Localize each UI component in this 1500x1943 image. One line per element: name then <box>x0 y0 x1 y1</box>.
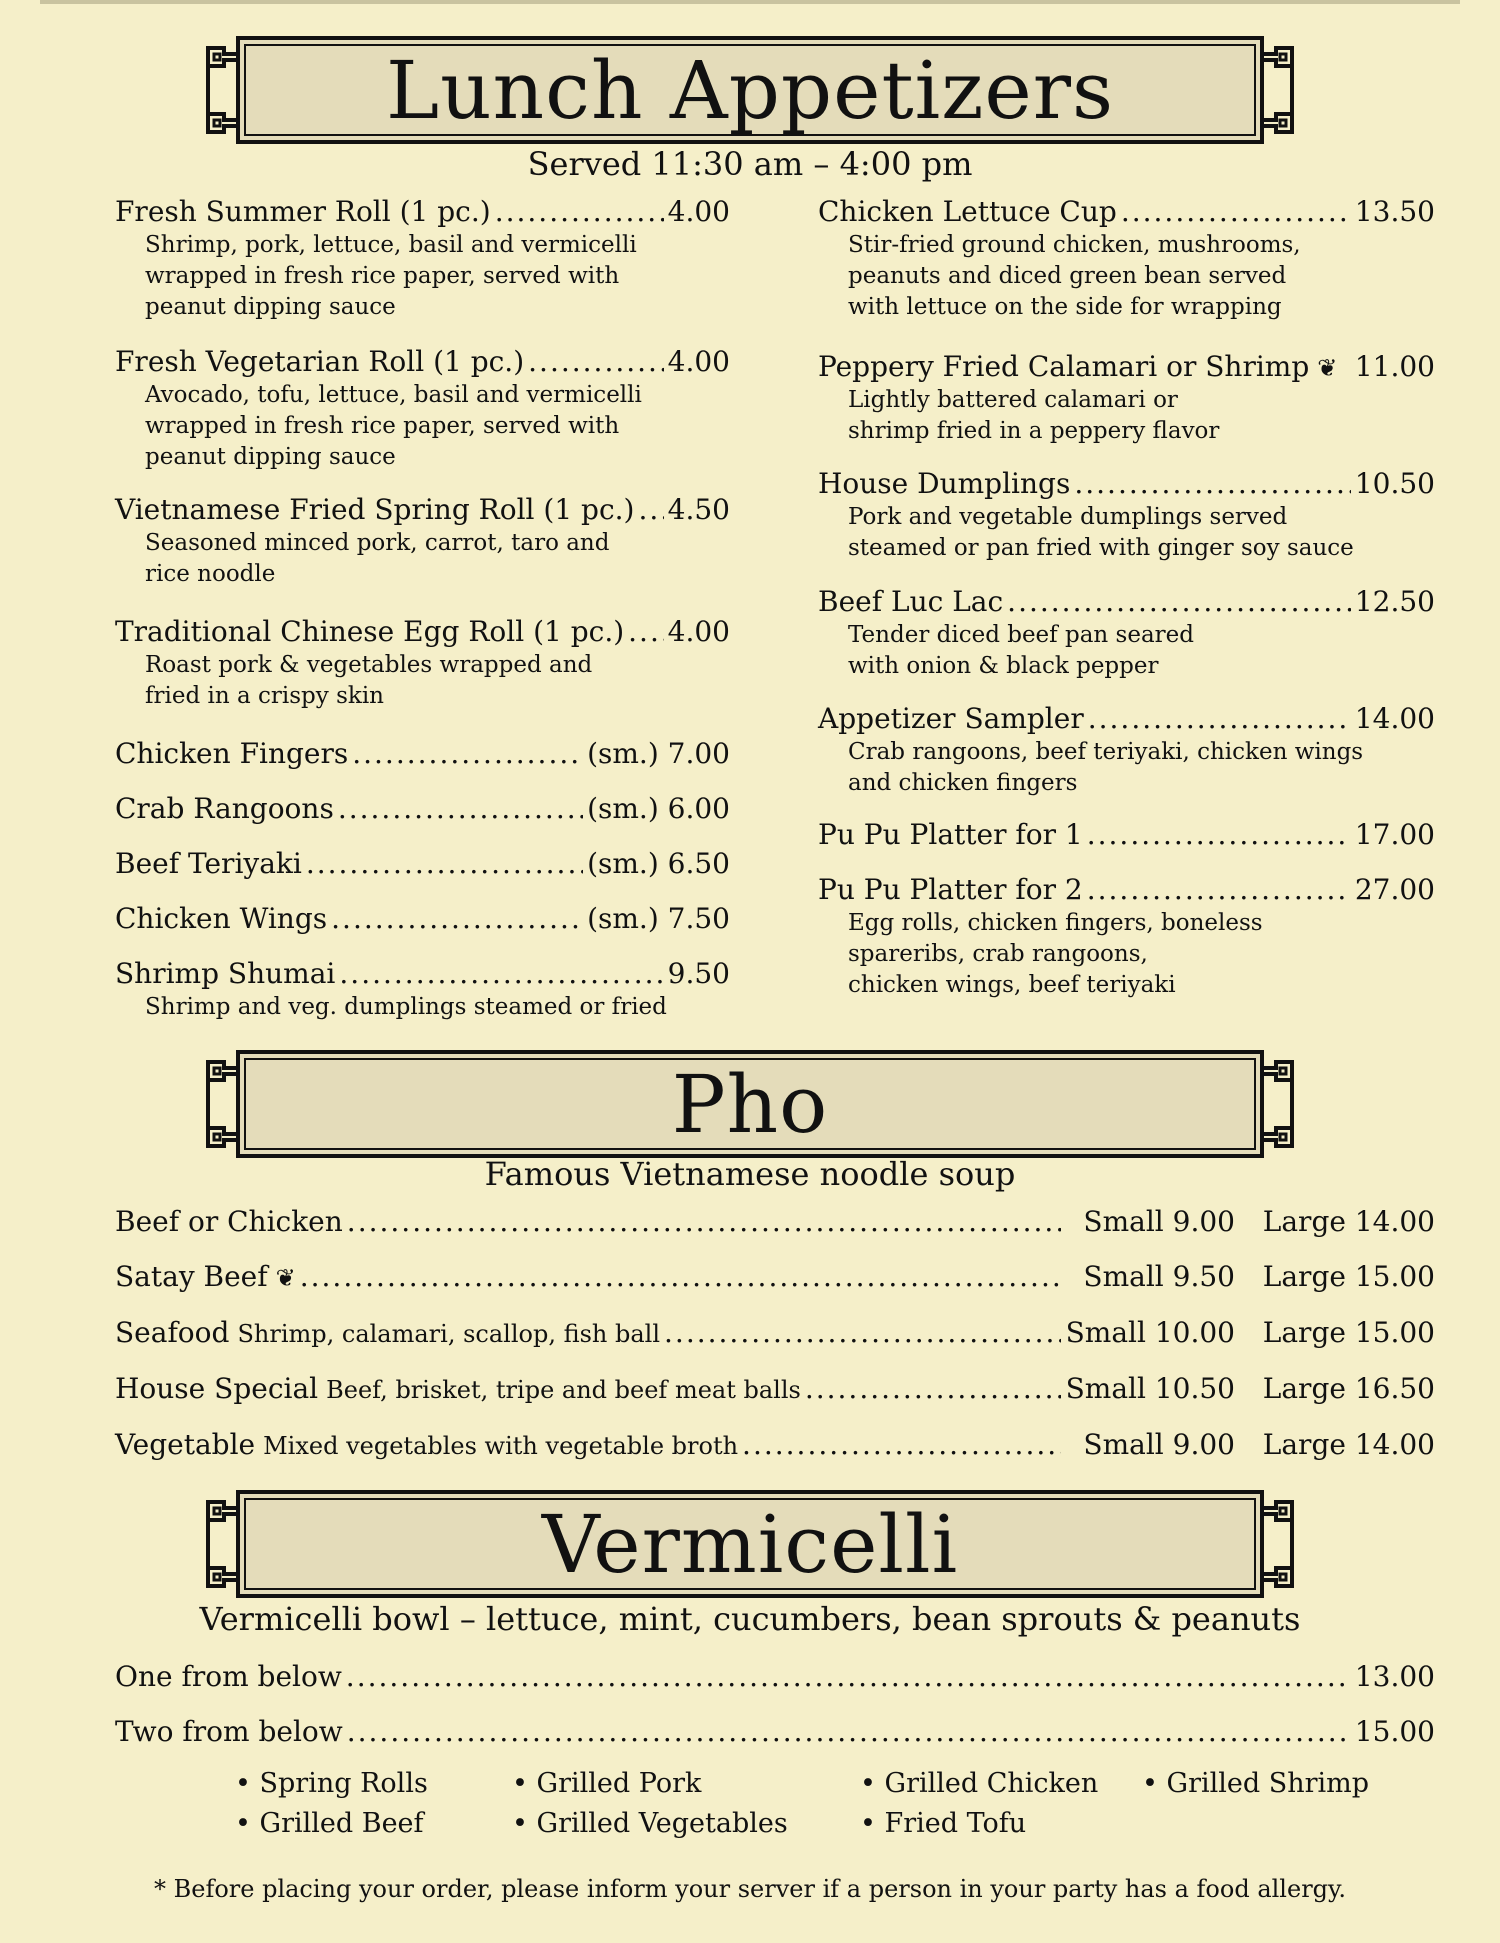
pho-small-price: Small 9.00 <box>1083 1428 1235 1461</box>
item-price: 10.50 <box>1354 467 1435 500</box>
vermicelli-option: • Grilled Beef <box>235 1808 424 1839</box>
menu-item <box>115 902 730 935</box>
spicy-leaf-icon: ❦ <box>1317 354 1338 382</box>
option-label: Grilled Pork <box>536 1768 702 1799</box>
right-ornament-icon <box>1260 1498 1300 1590</box>
item-name: Beef Luc Lac <box>818 585 1004 618</box>
menu-item <box>818 467 1435 564</box>
vermicelli-option: • Grilled Vegetables <box>512 1808 788 1839</box>
item-name: Vietnamese Fried Spring Roll (1 pc.) <box>115 493 635 526</box>
menu-item <box>115 737 730 770</box>
item-price: (sm.) 6.00 <box>587 792 730 825</box>
item-description: and chicken fingers <box>848 770 1078 796</box>
item-description: rice noodle <box>145 561 276 587</box>
item-name: Fresh Summer Roll (1 pc.) <box>115 195 491 228</box>
item-price: 4.00 <box>667 195 730 228</box>
menu-item <box>818 818 1435 851</box>
menu-item <box>115 345 730 473</box>
item-name: Pu Pu Platter for 2 <box>818 873 1083 906</box>
option-label: Grilled Vegetables <box>536 1808 788 1839</box>
vermicelli-option: • Spring Rolls <box>235 1768 428 1799</box>
pho-name: Satay Beef <box>115 1260 268 1293</box>
vermicelli-title: Vermicelli <box>541 1497 959 1591</box>
vermicelli-price: 13.00 <box>1354 1660 1435 1693</box>
item-description: Lightly battered calamari or <box>848 387 1178 413</box>
menu-item <box>115 957 730 1023</box>
item-description: with onion & black pepper <box>848 653 1159 679</box>
item-name: Beef Teriyaki <box>115 847 302 880</box>
vermicelli-option-count: One from below <box>115 1660 342 1693</box>
pho-large-price: Large 15.00 <box>1262 1316 1435 1349</box>
item-price: (sm.) 6.50 <box>587 847 730 880</box>
vermicelli-option: • Grilled Chicken <box>860 1768 1099 1799</box>
item-description: wrapped in fresh rice paper, served with <box>145 263 620 289</box>
item-description: steamed or pan fried with ginger soy sauce <box>848 535 1354 561</box>
vermicelli-option: • Fried Tofu <box>860 1808 1027 1839</box>
menu-item <box>115 615 730 712</box>
pho-small-price: Small 10.50 <box>1065 1372 1235 1405</box>
pho-description: Shrimp, calamari, scallop, fish ball <box>237 1320 661 1348</box>
item-name: Chicken Fingers <box>115 737 349 770</box>
vermicelli-option: • Grilled Shrimp <box>1142 1768 1370 1799</box>
item-price: 9.50 <box>667 957 730 990</box>
allergy-note: * Before placing your order, please inform your server if a person in your party has a food allergy. <box>153 1875 1347 1903</box>
item-price: 4.50 <box>667 493 730 526</box>
item-description: Crab rangoons, beef teriyaki, chicken wings <box>848 739 1364 765</box>
pho-large-price: Large 14.00 <box>1262 1428 1435 1461</box>
pho-name: Vegetable <box>115 1428 256 1461</box>
item-price: (sm.) 7.00 <box>587 737 730 770</box>
pho-name: House Special <box>115 1372 319 1405</box>
item-description: with lettuce on the side for wrapping <box>848 294 1282 320</box>
option-label: Spring Rolls <box>259 1768 428 1799</box>
appetizers-served-hours: Served 11:30 am – 4:00 pm <box>527 145 973 183</box>
item-description: chicken wings, beef teriyaki <box>848 972 1176 998</box>
pho-row <box>115 1205 1435 1238</box>
item-price: 17.00 <box>1354 818 1435 851</box>
item-description: peanut dipping sauce <box>145 294 396 320</box>
menu-item <box>818 585 1435 682</box>
menu-item <box>115 847 730 880</box>
right-ornament-icon <box>1260 1058 1300 1150</box>
left-ornament-icon <box>200 1498 240 1590</box>
item-description: wrapped in fresh rice paper, served with <box>145 413 620 439</box>
pho-small-price: Small 10.00 <box>1065 1316 1235 1349</box>
item-description: fried in a crispy skin <box>145 683 384 709</box>
vermicelli-row <box>115 1660 1435 1693</box>
pho-name: Seafood <box>115 1316 230 1349</box>
item-description: peanut dipping sauce <box>145 444 396 470</box>
pho-small-price: Small 9.00 <box>1083 1205 1235 1238</box>
option-label: Grilled Chicken <box>884 1768 1099 1799</box>
pho-row <box>115 1316 1435 1349</box>
pho-row <box>115 1428 1435 1461</box>
item-price: 27.00 <box>1354 873 1435 906</box>
item-price: 14.00 <box>1354 702 1435 735</box>
vermicelli-row <box>115 1715 1435 1748</box>
item-description: Avocado, tofu, lettuce, basil and vermicelli <box>145 382 642 408</box>
menu-item <box>115 493 730 590</box>
right-ornament-icon <box>1260 44 1300 136</box>
item-name: Chicken Lettuce Cup <box>818 195 1117 228</box>
item-description: Stir-fried ground chicken, mushrooms, <box>848 232 1301 258</box>
item-description: Shrimp and veg. dumplings steamed or fried <box>145 994 667 1020</box>
item-description: Tender diced beef pan seared <box>848 622 1195 648</box>
spicy-leaf-icon: ❦ <box>275 1264 296 1292</box>
left-ornament-icon <box>200 44 240 136</box>
item-description: Pork and vegetable dumplings served <box>848 504 1288 530</box>
pho-small-price: Small 9.50 <box>1083 1260 1235 1293</box>
pho-title: Pho <box>671 1057 829 1151</box>
item-description: spareribs, crab rangoons, <box>848 941 1148 967</box>
vermicelli-price: 15.00 <box>1354 1715 1435 1748</box>
appetizers-banner <box>200 36 1300 144</box>
item-description: Roast pork & vegetables wrapped and <box>145 652 593 678</box>
menu-item <box>818 350 1435 447</box>
pho-row <box>115 1372 1435 1405</box>
item-description: Seasoned minced pork, carrot, taro and <box>145 530 610 556</box>
item-name: Appetizer Sampler <box>818 702 1084 735</box>
vermicelli-option-count: Two from below <box>115 1715 343 1748</box>
item-price: 11.00 <box>1354 350 1435 383</box>
menu-item <box>818 195 1435 323</box>
pho-large-price: Large 14.00 <box>1262 1205 1435 1238</box>
pho-subtitle: Famous Vietnamese noodle soup <box>484 1155 1016 1193</box>
appetizers-title: Lunch Appetizers <box>386 43 1114 137</box>
option-label: Grilled Beef <box>259 1808 424 1839</box>
item-name: Shrimp Shumai <box>115 957 336 990</box>
item-name: Fresh Vegetarian Roll (1 pc.) <box>115 345 525 378</box>
item-price: 13.50 <box>1354 195 1435 228</box>
pho-description: Mixed vegetables with vegetable broth <box>263 1432 739 1460</box>
pho-large-price: Large 16.50 <box>1262 1372 1435 1405</box>
item-description: peanuts and diced green bean served <box>848 263 1287 289</box>
item-price: 4.00 <box>667 345 730 378</box>
item-name: Traditional Chinese Egg Roll (1 pc.) <box>115 615 625 648</box>
pho-large-price: Large 15.00 <box>1262 1260 1435 1293</box>
item-name: House Dumplings <box>818 467 1071 500</box>
item-name: Chicken Wings <box>115 902 328 935</box>
vermicelli-subtitle: Vermicelli bowl – lettuce, mint, cucumbers, bean sprouts & peanuts <box>199 1600 1301 1638</box>
item-price: (sm.) 7.50 <box>587 902 730 935</box>
menu-item <box>818 873 1435 1001</box>
pho-name: Beef or Chicken <box>115 1205 343 1238</box>
menu-item <box>115 195 730 323</box>
vermicelli-option: • Grilled Pork <box>512 1768 702 1799</box>
pho-description: Beef, brisket, tripe and beef meat balls <box>326 1376 801 1404</box>
left-ornament-icon <box>200 1058 240 1150</box>
option-label: Fried Tofu <box>884 1808 1027 1839</box>
item-name: Crab Rangoons <box>115 792 334 825</box>
item-description: Shrimp, pork, lettuce, basil and vermicelli <box>145 232 637 258</box>
item-name: Pu Pu Platter for 1 <box>818 818 1083 851</box>
option-label: Grilled Shrimp <box>1166 1768 1370 1799</box>
vermicelli-banner <box>200 1490 1300 1598</box>
pho-row <box>115 1260 1435 1293</box>
menu-item <box>818 702 1435 799</box>
menu-item <box>115 792 730 825</box>
item-price: 12.50 <box>1354 585 1435 618</box>
item-price: 4.00 <box>667 615 730 648</box>
item-description: shrimp fried in a peppery flavor <box>848 418 1220 444</box>
item-description: Egg rolls, chicken fingers, boneless <box>848 910 1263 936</box>
pho-banner <box>200 1050 1300 1158</box>
item-name: Peppery Fried Calamari or Shrimp <box>818 350 1310 383</box>
